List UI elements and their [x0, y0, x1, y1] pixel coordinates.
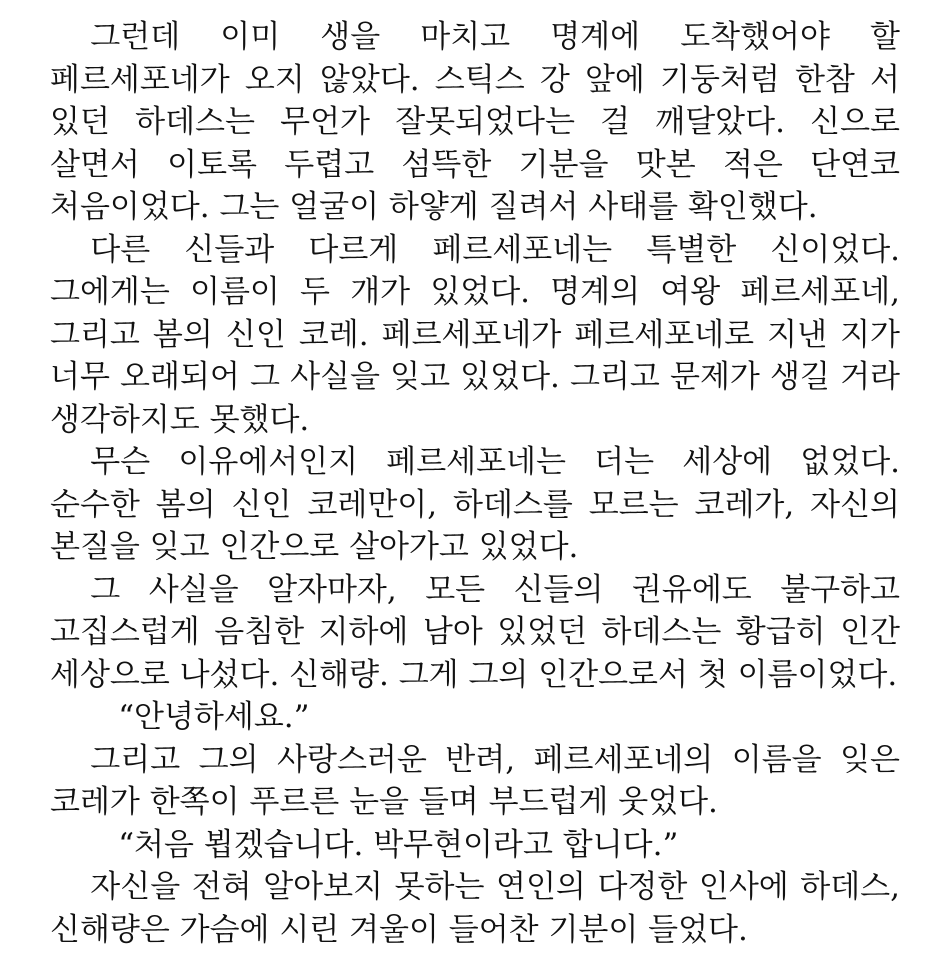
paragraph-hades-leaves: 그 사실을 알자마자, 모든 신들의 권유에도 불구하고 고집스럽게 음침한 지하에 남아 있었던 하데스는 황급히 인간 세상으로 나섰다. 신해량. 그게 그의 인간으로서 첫 이름이었다. — [50, 571, 900, 693]
paragraph-kore-human: 무슨 이유에서인지 페르세포네는 더는 세상에 없었다. 순수한 봄의 신인 코레만이, 하데스를 모르는 코레가, 자신의 본질을 잊고 인간으로 살아가고 있었다. — [50, 444, 900, 565]
paragraph-two-names: 다른 신들과 다르게 페르세포네는 특별한 신이었다. 그에게는 이름이 두 개가 있었다. 명계의 여왕 페르세포네, 그리고 봄의 신인 코레. 페르세포네가 페르세포네로 지낸 지가 너무 오래되어 그 사실을 잊고 있었다. 그리고 문제가 생길 거라 생각하지도 못했다. — [50, 231, 900, 438]
paragraph-hades-realizes: 그런데 이미 생을 마치고 명계에 도착했어야 할 페르세포네가 오지 않았다. 스틱스 강 앞에 기둥처럼 한참 서 있던 하데스는 무언가 잘못되었다는 걸 깨달았다. 신으로 살면서 이토록 두렵고 섬뜩한 기분을 맛본 적은 단연코 처음이었다. 그는 얼굴이 하얗게 질려서 사태를 확인했다. — [50, 19, 900, 225]
dialogue-greeting: “안녕하세요.” — [118, 699, 310, 735]
paragraph-winter-feeling: 자신을 전혀 알아보지 못하는 연인의 다정한 인사에 하데스, 신해량은 가슴에 시린 겨울이 들어찬 기분이 들었다. — [50, 869, 900, 948]
paragraph-kore-smiles: 그리고 그의 사랑스러운 반려, 페르세포네의 이름을 잊은 코레가 한쪽이 푸르른 눈을 들며 부드럽게 웃었다. — [50, 741, 900, 820]
text-body — [50, 16, 900, 951]
dialogue-introduction: “처음 뵙겠습니다. 박무현이라고 합니다.” — [118, 826, 679, 863]
